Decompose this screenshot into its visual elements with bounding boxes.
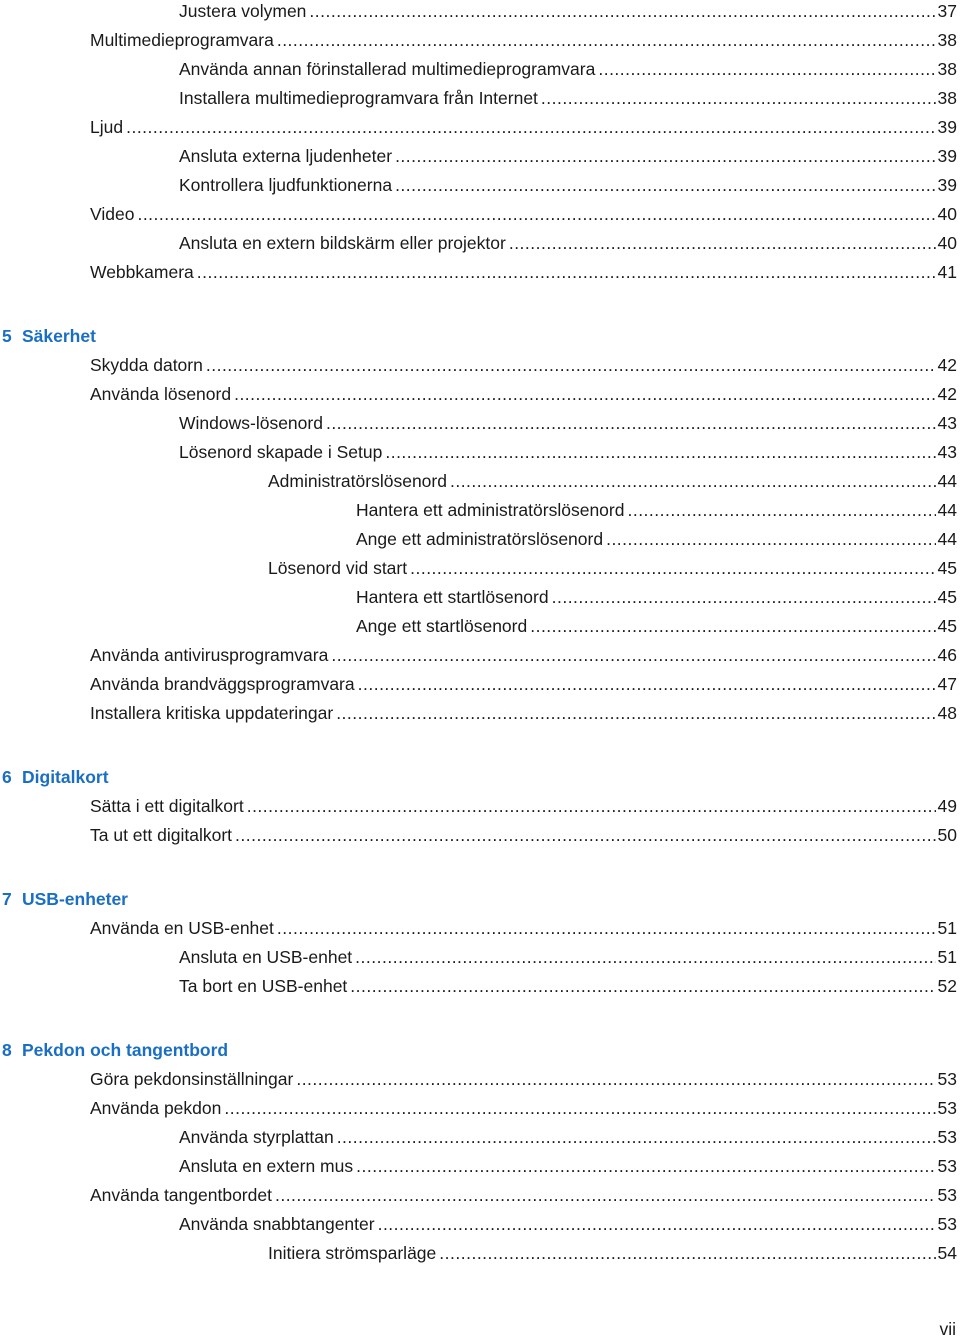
- dot-leader: [450, 470, 936, 492]
- dot-leader: [275, 1184, 936, 1206]
- toc-entry[interactable]: [179, 441, 957, 463]
- toc-entry[interactable]: [90, 203, 957, 225]
- toc-entry[interactable]: [179, 412, 957, 434]
- chapter-number: 8: [2, 1040, 12, 1060]
- toc-entry-title: Kontrollera ljudfunktionerna: [179, 175, 393, 195]
- dot-leader: [331, 644, 935, 666]
- dot-leader: [378, 1213, 936, 1235]
- toc-entry-title: Använda styrplattan: [179, 1127, 334, 1147]
- toc-entry-title: Hantera ett startlösenord: [356, 587, 549, 607]
- toc-entry-title: Använda en USB-enhet: [90, 918, 274, 938]
- toc-entry-title: Ansluta externa ljudenheter: [179, 146, 393, 166]
- toc-entry-page: 53: [937, 1156, 957, 1176]
- dot-leader: [358, 673, 936, 695]
- toc-entry-title: Använda lösenord: [90, 384, 232, 404]
- toc-entry-title: Justera volymen: [179, 1, 307, 21]
- toc-entry-page: 53: [937, 1127, 957, 1147]
- toc-entry-title: Använda tangentbordet: [90, 1185, 272, 1205]
- dot-leader: [296, 1068, 935, 1090]
- toc-entry-page: 53: [937, 1214, 957, 1234]
- toc-entry-page: 41: [937, 262, 957, 282]
- dot-leader: [234, 383, 935, 405]
- toc-entry-page: 51: [937, 918, 957, 938]
- chapter-heading[interactable]: [2, 766, 109, 788]
- toc-entry[interactable]: [268, 1242, 957, 1264]
- toc-entry[interactable]: [179, 232, 957, 254]
- toc-entry[interactable]: [90, 917, 957, 939]
- toc-entry[interactable]: [90, 1097, 957, 1119]
- dot-leader: [395, 174, 935, 196]
- toc-entry-title: Webbkamera: [90, 262, 194, 282]
- toc-entry-title: Lösenord vid start: [268, 558, 408, 578]
- dot-leader: [326, 412, 936, 434]
- toc-entry-title: Använda pekdon: [90, 1098, 222, 1118]
- toc-entry-page: 46: [937, 645, 957, 665]
- toc-entry-title: Initiera strömsparläge: [268, 1243, 437, 1263]
- page-number: vii: [939, 1319, 956, 1339]
- dot-leader: [197, 261, 936, 283]
- toc-entry-title: Video: [90, 204, 135, 224]
- dot-leader: [137, 203, 935, 225]
- toc-entry-page: 37: [937, 1, 957, 21]
- toc-entry-page: 51: [937, 947, 957, 967]
- toc-entry[interactable]: [90, 383, 957, 405]
- toc-entry-page: 44: [937, 500, 957, 520]
- dot-leader: [627, 499, 935, 521]
- dot-leader: [206, 354, 936, 376]
- dot-leader: [439, 1242, 935, 1264]
- toc-entry-page: 52: [937, 976, 957, 996]
- toc-entry-title: Ange ett startlösenord: [356, 616, 528, 636]
- dot-leader: [336, 702, 935, 724]
- toc-entry-page: 44: [937, 471, 957, 491]
- toc-entry-page: 47: [937, 674, 957, 694]
- chapter-number: 5: [2, 326, 12, 346]
- toc-entry[interactable]: [90, 1068, 957, 1090]
- toc-entry[interactable]: [179, 1126, 957, 1148]
- dot-leader: [541, 87, 936, 109]
- chapter-heading[interactable]: [2, 325, 96, 347]
- toc-entry-page: 54: [937, 1243, 957, 1263]
- toc-entry-title: Multimedieprogramvara: [90, 30, 274, 50]
- toc-entry-title: Använda antivirusprogramvara: [90, 645, 329, 665]
- dot-leader: [530, 615, 935, 637]
- toc-entry-title: Ta bort en USB-enhet: [179, 976, 348, 996]
- chapter-title: Digitalkort: [22, 767, 109, 787]
- toc-entry-page: 42: [937, 355, 957, 375]
- toc-entry-page: 53: [937, 1185, 957, 1205]
- chapter-title: Pekdon och tangentbord: [22, 1040, 229, 1060]
- toc-entry-title: Göra pekdonsinställningar: [90, 1069, 294, 1089]
- toc-entry-title: Använda brandväggsprogramvara: [90, 674, 355, 694]
- dot-leader: [606, 528, 935, 550]
- toc-entry-page: 45: [937, 616, 957, 636]
- toc-entry[interactable]: [268, 470, 957, 492]
- dot-leader: [247, 795, 936, 817]
- toc-entry-page: 53: [937, 1069, 957, 1089]
- dot-leader: [356, 1155, 935, 1177]
- dot-leader: [224, 1097, 935, 1119]
- dot-leader: [337, 1126, 936, 1148]
- toc-entry-title: Sätta i ett digitalkort: [90, 796, 244, 816]
- toc-entry[interactable]: [179, 946, 957, 968]
- toc-entry-title: Ta ut ett digitalkort: [90, 825, 233, 845]
- dot-leader: [126, 116, 935, 138]
- toc-entry-title: Använda annan förinstallerad multimedieprogramvara: [179, 59, 596, 79]
- toc-entry-page: 39: [937, 117, 957, 137]
- toc-entry[interactable]: [90, 116, 957, 138]
- toc-entry[interactable]: [179, 1155, 957, 1177]
- toc-entry[interactable]: [179, 975, 957, 997]
- toc-entry-title: Ljud: [90, 117, 124, 137]
- toc-entry-title: Installera multimedieprogramvara från Internet: [179, 88, 538, 108]
- toc-entry-title: Administratörslösenord: [268, 471, 447, 491]
- toc-entry-page: 45: [937, 587, 957, 607]
- chapter-heading[interactable]: [2, 888, 128, 910]
- toc-entry[interactable]: [90, 354, 957, 376]
- toc-entry-page: 48: [937, 703, 957, 723]
- toc-entry[interactable]: [268, 557, 957, 579]
- toc-entry[interactable]: [179, 1213, 957, 1235]
- toc-entry[interactable]: [179, 87, 957, 109]
- dot-leader: [598, 58, 935, 80]
- toc-entry[interactable]: [90, 673, 957, 695]
- toc-entry-title: Ansluta en extern mus: [179, 1156, 354, 1176]
- toc-entry[interactable]: [356, 615, 957, 637]
- dot-leader: [410, 557, 935, 579]
- toc-entry-page: 50: [937, 825, 957, 845]
- toc-entry-page: 49: [937, 796, 957, 816]
- toc-entry-page: 53: [937, 1098, 957, 1118]
- toc-entry-title: Lösenord skapade i Setup: [179, 442, 383, 462]
- dot-leader: [552, 586, 936, 608]
- toc-entry[interactable]: [90, 702, 957, 724]
- dot-leader: [350, 975, 935, 997]
- toc-entry-title: Ansluta en extern bildskärm eller projektor: [179, 233, 506, 253]
- toc-entry-page: 39: [937, 175, 957, 195]
- toc-entry[interactable]: [90, 1184, 957, 1206]
- toc-entry[interactable]: [179, 174, 957, 196]
- toc-entry[interactable]: [90, 261, 957, 283]
- chapter-number: 6: [2, 767, 12, 787]
- toc-entry[interactable]: [356, 528, 957, 550]
- dot-leader: [509, 232, 936, 254]
- toc-entry-page: 44: [937, 529, 957, 549]
- toc-entry-page: 43: [937, 442, 957, 462]
- toc-entry-title: Ansluta en USB-enhet: [179, 947, 353, 967]
- chapter-number: 7: [2, 889, 12, 909]
- toc-entry[interactable]: [179, 58, 957, 80]
- toc-entry-page: 39: [937, 146, 957, 166]
- toc-entry-title: Skydda datorn: [90, 355, 203, 375]
- toc-entry[interactable]: [356, 499, 957, 521]
- toc-entry-title: Windows-lösenord: [179, 413, 323, 433]
- toc-entry-page: 38: [937, 59, 957, 79]
- toc-entry-page: 42: [937, 384, 957, 404]
- toc-entry-title: Använda snabbtangenter: [179, 1214, 375, 1234]
- toc-entry-page: 45: [937, 558, 957, 578]
- toc-entry-page: 40: [937, 233, 957, 253]
- toc-entry-title: Ange ett administratörslösenord: [356, 529, 604, 549]
- dot-leader: [395, 145, 935, 167]
- toc-entry-page: 43: [937, 413, 957, 433]
- dot-leader: [235, 824, 936, 846]
- toc-entry[interactable]: [179, 0, 957, 22]
- chapter-title: Säkerhet: [22, 326, 96, 346]
- chapter-heading[interactable]: [2, 1039, 228, 1061]
- dot-leader: [309, 0, 935, 22]
- dot-leader: [277, 29, 936, 51]
- toc-entry-title: Installera kritiska uppdateringar: [90, 703, 334, 723]
- toc-entry-page: 40: [937, 204, 957, 224]
- dot-leader: [385, 441, 935, 463]
- chapter-title: USB-enheter: [22, 889, 128, 909]
- toc-entry-title: Hantera ett administratörslösenord: [356, 500, 625, 520]
- dot-leader: [277, 917, 936, 939]
- dot-leader: [355, 946, 935, 968]
- toc-entry[interactable]: [90, 644, 957, 666]
- toc-entry[interactable]: [90, 795, 957, 817]
- toc-entry[interactable]: [179, 145, 957, 167]
- toc-entry-page: 38: [937, 88, 957, 108]
- toc-entry-page: 38: [937, 30, 957, 50]
- toc-entry[interactable]: [90, 29, 957, 51]
- toc-entry[interactable]: [356, 586, 957, 608]
- toc-entry[interactable]: [90, 824, 957, 846]
